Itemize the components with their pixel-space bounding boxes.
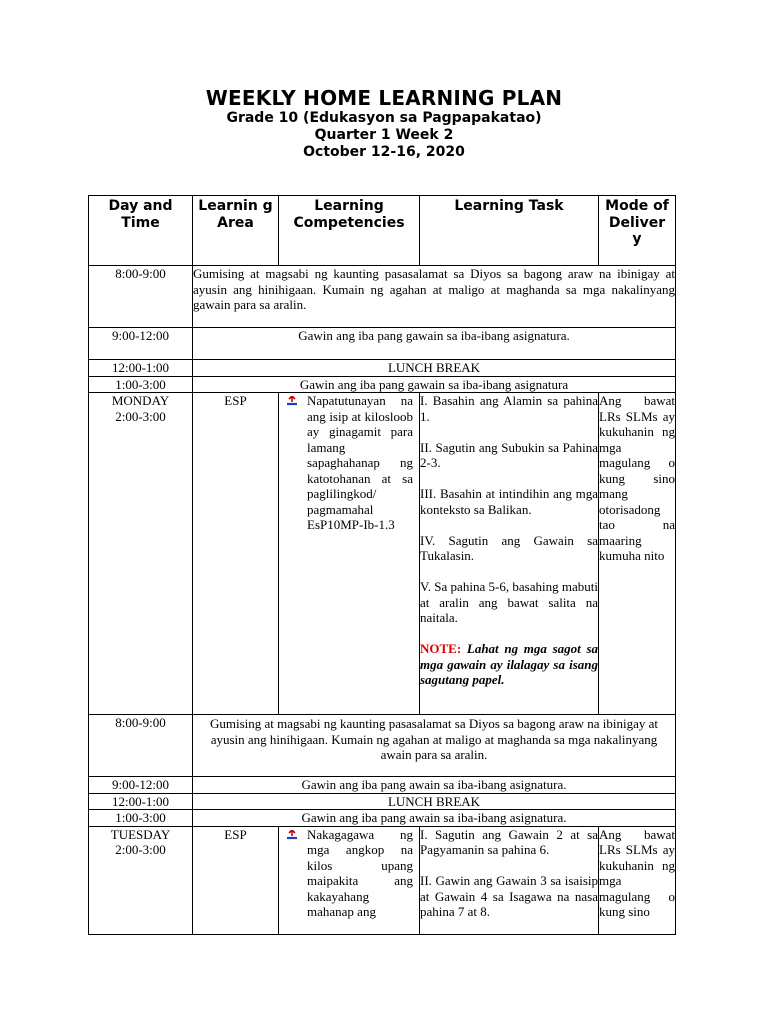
time-cell: 9:00-12:00 — [89, 328, 193, 360]
competency-cell — [279, 393, 420, 715]
col-header-task-label: Learning Task — [454, 198, 564, 214]
col-header-day-time — [89, 196, 193, 266]
routine-cell: Gawin ang iba pang gawain sa iba-ibang asignatura — [193, 376, 676, 393]
area-cell: ESP — [193, 393, 279, 715]
day-label: TUESDAY — [110, 826, 171, 842]
day-cell — [89, 826, 193, 934]
table-row — [89, 266, 676, 328]
routine-cell: Gumising at magsabi ng kaunting pasasalamat sa Diyos sa bagong araw na ibinigay at ayusin ang hinihigaan. Kumain ng agahan at maligo at maghanda sa mga nakalinyang gawain para sa aralin. — [193, 266, 676, 328]
routine-cell: Gawin ang iba pang awain sa iba-ibang asignatura. — [193, 810, 676, 827]
table-row — [89, 810, 676, 827]
area-cell: ESP — [193, 826, 279, 934]
day-time: 2:00-3:00 — [115, 842, 166, 857]
task-item: III. Basahin at intindihin ang mga konteksto sa Balikan. — [420, 486, 598, 517]
learning-plan-table — [88, 195, 676, 935]
diamond-arrow-bullet-icon — [279, 393, 307, 533]
lunch-break-cell: LUNCH BREAK — [193, 360, 676, 377]
task-item: I. Basahin ang Alamin sa pahina 1. — [420, 393, 598, 424]
task-cell — [420, 393, 599, 715]
col-header-competencies-label: Learning Competencies — [293, 198, 405, 231]
col-header-task — [420, 196, 599, 266]
col-header-mode — [599, 196, 676, 266]
date-subtitle: October 12-16, 2020 — [303, 144, 465, 160]
col-header-area-label: Learnin g Area — [198, 198, 273, 231]
task-item: V. Sa pahina 5-6, basahing mabuti at aralin ang bawat salita na naitala. — [420, 579, 598, 625]
routine-cell: Gawin ang iba pang gawain sa iba-ibang asignatura. — [193, 328, 676, 360]
col-header-area — [193, 196, 279, 266]
routine-cell: Gawin ang iba pang awain sa iba-ibang asignatura. — [193, 777, 676, 794]
task-item: IV. Sagutin ang Gawain sa Tukalasin. — [420, 532, 598, 563]
grade-subtitle: Grade 10 (Edukasyon sa Pagpapakatao) — [226, 110, 542, 126]
table-row — [89, 777, 676, 794]
mode-cell: Ang bawat LRs SLMs ay kukuhanin ng mga magulang o kung sino mang otorisadong tao na maaring kumuha nito — [599, 393, 676, 715]
day-time: 2:00-3:00 — [115, 408, 166, 424]
competency-text: Napatutunayan na ang isip at kilosloob ay ginagamit para lamang sapaghahanap ng katotohanan at sa paglilingkod/ pagmamahal EsP10MP-Ib-1.3 — [307, 393, 413, 532]
note-label: NOTE: — [420, 641, 462, 656]
table-row — [89, 360, 676, 377]
time-cell: 1:00-3:00 — [89, 376, 193, 393]
table-row — [89, 328, 676, 360]
task-item: II. Gawin ang Gawain 3 sa isaisip at Gawain 4 sa Isagawa na nasa pahina 7 at 8. — [420, 873, 598, 919]
competency-cell — [279, 826, 420, 934]
table-header-row — [89, 196, 676, 266]
task-item: I. Sagutin ang Gawain 2 at sa Pagyamanin sa pahina 6. — [420, 826, 598, 857]
table-row — [89, 715, 676, 777]
day-cell — [89, 393, 193, 715]
table-row — [89, 393, 676, 715]
task-note — [420, 641, 598, 688]
time-cell: 9:00-12:00 — [89, 777, 193, 794]
time-cell: 8:00-9:00 — [89, 715, 193, 777]
page-title: WEEKLY HOME LEARNING PLAN — [205, 86, 563, 110]
routine-cell: Gumising at magsabi ng kaunting pasasalamat sa Diyos sa bagong araw na ibinigay at ayusin ang hinihigaan. Kumain ng agahan at maligo at maghanda sa mga nakalinyang awain para sa aralin. — [193, 715, 676, 777]
col-header-day-time-label: Day and Time — [108, 198, 173, 231]
time-cell: 12:00-1:00 — [89, 360, 193, 377]
quarter-subtitle: Quarter 1 Week 2 — [314, 127, 454, 143]
time-cell: 1:00-3:00 — [89, 810, 193, 827]
mode-cell: Ang bawat LRs SLMs ay kukuhanin ng mga magulang o kung sino — [599, 826, 676, 934]
note-text: Lahat ng mga sagot sa mga gawain ay ilalagay sa isang sagutang papel. — [420, 641, 599, 687]
task-item: II. Sagutin ang Subukin sa Pahina 2-3. — [420, 439, 598, 470]
time-cell: 12:00-1:00 — [89, 793, 193, 810]
col-header-competencies — [279, 196, 420, 266]
task-cell — [420, 826, 599, 934]
competency-text: Nakagagawa ng mga angkop na kilos upang maipakita ang kakayahang mahanap ang — [307, 826, 413, 919]
col-header-mode-label: Mode of Deliver y — [605, 198, 669, 247]
diamond-arrow-bullet-icon — [279, 827, 307, 920]
day-label: MONDAY — [111, 393, 170, 408]
time-cell: 8:00-9:00 — [89, 266, 193, 328]
table-row — [89, 376, 676, 393]
table-row — [89, 793, 676, 810]
lunch-break-cell: LUNCH BREAK — [193, 793, 676, 810]
table-row — [89, 826, 676, 934]
